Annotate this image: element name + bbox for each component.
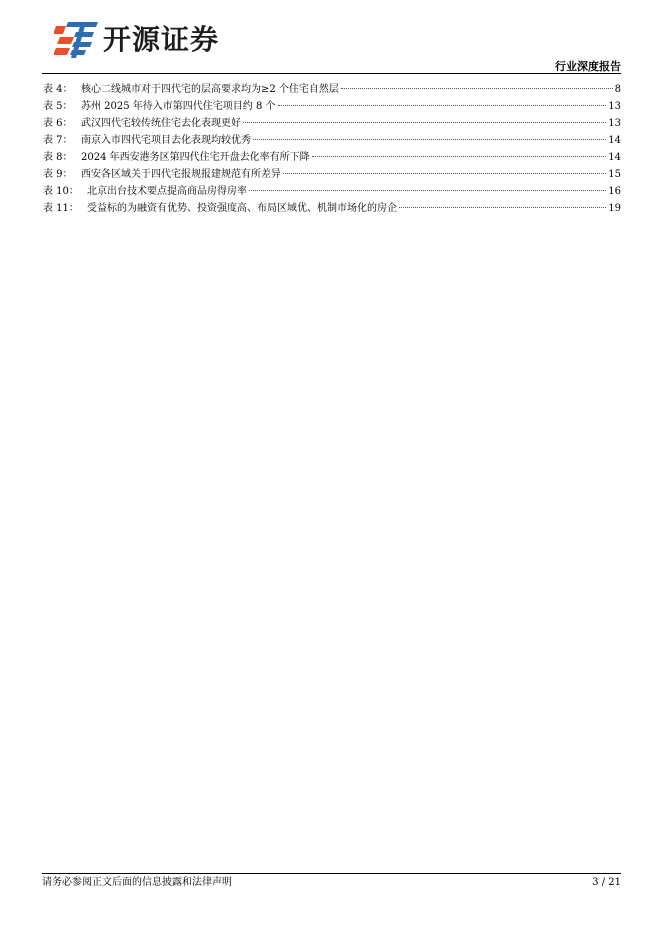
toc-entry[interactable] [43, 183, 621, 200]
toc-entry-page: 15 [608, 169, 621, 180]
toc-leader-dots [283, 173, 606, 174]
toc-entry-page: 16 [608, 186, 621, 197]
toc-entry-page: 8 [614, 84, 621, 95]
toc-entry-title: 南京入市四代宅项目去化表现均较优秀 [81, 135, 251, 146]
toc-entry[interactable] [43, 132, 621, 149]
toc-leader-dots [399, 207, 606, 208]
toc-entry-title: 北京出台技术要点提高商品房得房率 [87, 186, 247, 197]
footer-disclaimer: 请务必参阅正文后面的信息披露和法律声明 [42, 877, 232, 888]
toc-entry[interactable] [43, 115, 621, 132]
toc-entry-label: 表 7： [43, 135, 73, 146]
kaiyuan-securities-logo-icon [54, 20, 100, 60]
toc-entry[interactable] [43, 166, 621, 183]
toc-entry-title: 核心二线城市对于四代宅的层高要求均为≥2 个住宅自然层 [81, 84, 339, 95]
toc-entry-title: 西安各区域关于四代宅报规报建规范有所差异 [81, 169, 281, 180]
toc-entry-title: 武汉四代宅较传统住宅去化表现更好 [81, 118, 241, 129]
toc-entry-page: 14 [608, 135, 621, 146]
footer-divider [42, 873, 621, 874]
toc-entry[interactable] [43, 149, 621, 166]
toc-leader-dots [312, 156, 607, 157]
toc-entry-label: 表 11： [43, 203, 79, 214]
company-logo [54, 20, 254, 60]
toc-leader-dots [341, 88, 613, 89]
toc-entry[interactable] [43, 81, 621, 98]
toc-entry[interactable] [43, 98, 621, 115]
toc-entry[interactable] [43, 200, 621, 217]
toc-entry-page: 19 [608, 203, 621, 214]
toc-entry-label: 表 5： [43, 101, 73, 112]
toc-entry-page: 13 [608, 101, 621, 112]
toc-entry-title: 受益标的为融资有优势、投资强度高、布局区域优、机制市场化的房企 [87, 203, 397, 214]
toc-leader-dots [253, 139, 606, 140]
toc-entry-label: 表 9： [43, 169, 73, 180]
report-type-label: 行业深度报告 [555, 60, 621, 73]
toc-entry-title: 2024 年西安港务区第四代住宅开盘去化率有所下降 [81, 152, 310, 163]
toc-entry-label: 表 6： [43, 118, 73, 129]
toc-leader-dots [243, 122, 606, 123]
toc-entry-page: 13 [608, 118, 621, 129]
company-name: 开源证券 [103, 23, 220, 56]
header-divider [42, 73, 621, 74]
toc-entry-title: 苏州 2025 年待入市第四代住宅项目约 8 个 [81, 101, 276, 112]
toc-entry-page: 14 [608, 152, 621, 163]
page-number: 3 / 21 [592, 877, 621, 888]
toc-leader-dots [249, 190, 606, 191]
table-of-figures [43, 81, 621, 217]
toc-leader-dots [278, 105, 607, 106]
toc-entry-label: 表 8： [43, 152, 73, 163]
toc-entry-label: 表 10： [43, 186, 79, 197]
toc-entry-label: 表 4： [43, 84, 73, 95]
